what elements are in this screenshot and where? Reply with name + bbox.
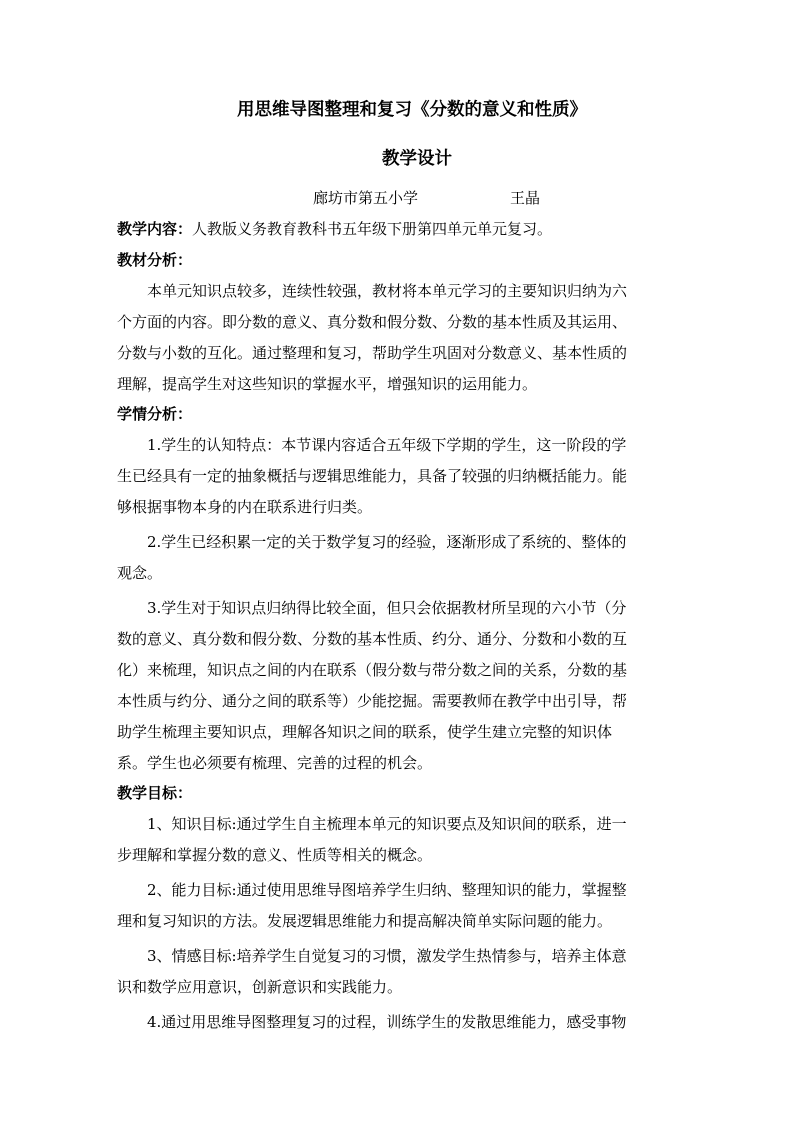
goal-3: [117, 941, 677, 1003]
goal-4: [117, 1007, 677, 1038]
author-name: 王晶: [510, 189, 541, 207]
document-subtitle: 教学设计: [382, 149, 452, 169]
goal-line: 2、能力目标:通过使用思维导图培养学生归纳、整理知识的能力，掌握整: [147, 881, 627, 899]
students-paragraph-3: [117, 593, 677, 779]
goal-1: [117, 809, 677, 871]
analysis-line: 本单元知识点较多，连续性较强，教材将本单元学习的主要知识归纳为六: [147, 282, 628, 300]
goal-line: 步理解和掌握分数的意义、性质等相关的概念。: [117, 846, 433, 864]
students-line: 1.学生的认知特点：本节课内容适合五年级下学期的学生，这一阶段的学: [147, 436, 627, 454]
students-line: 够根据事物本身的内在联系进行归类。: [117, 498, 373, 516]
document-title: 用思维导图整理和复习《分数的意义和性质》: [237, 100, 587, 120]
analysis-heading: 教材分析：: [117, 251, 193, 269]
goal-line: 1、知识目标:通过学生自主梳理本单元的知识要点及知识间的联系，进一: [147, 815, 627, 833]
students-line: 数的意义、真分数和假分数、分数的基本性质、约分、通分、分数和小数的互: [117, 630, 628, 648]
goals-heading: 教学目标：: [117, 784, 193, 802]
students-line: 生已经具有一定的抽象概括与逻辑思维能力，具备了较强的归纳概括能力。能: [117, 467, 628, 485]
students-line: 本性质与约分、通分之间的联系等）少能挖掘。需要教师在教学中出引导，帮: [117, 692, 628, 710]
teaching-content-text: 人教版义务教育教科书五年级下册第四单元单元复习。: [192, 220, 553, 238]
goal-line: 3、情感目标:培养学生自觉复习的习惯，激发学生热情参与，培养主体意: [147, 947, 627, 965]
goal-2: [117, 875, 677, 937]
school-name: 廊坊市第五小学: [313, 189, 419, 207]
students-line: 3.学生对于知识点归纳得比较全面，但只会依据教材所呈现的六小节（分: [147, 599, 627, 617]
analysis-line: 理解，提高学生对这些知识的掌握水平，增强知识的运用能力。: [117, 375, 538, 393]
students-paragraph-2: [117, 527, 677, 589]
teaching-content: [117, 219, 677, 240]
teaching-content-label: 教学内容：: [117, 220, 193, 238]
goal-line: 理和复习知识的方法。发展逻辑思维能力和提高解决简单实际问题的能力。: [117, 912, 613, 930]
students-line: 化）来梳理，知识点之间的内在联系（假分数与带分数之间的关系，分数的基: [117, 661, 628, 679]
students-line: 2.学生已经积累一定的关于数学复习的经验，逐渐形成了系统的、整体的: [147, 533, 627, 551]
students-heading: 学情分析：: [117, 405, 193, 423]
analysis-line: 分数与小数的互化。通过整理和复习，帮助学生巩固对分数意义、基本性质的: [117, 344, 628, 362]
analysis-line: 个方面的内容。即分数的意义、真分数和假分数、分数的基本性质及其运用、: [117, 313, 628, 331]
goal-line: 4.通过用思维导图整理复习的过程，训练学生的发散思维能力，感受事物: [147, 1013, 627, 1031]
students-paragraph-1: [117, 430, 677, 523]
document-page: [117, 96, 677, 1038]
students-line: 系。学生也必须要有梳理、完善的过程的机会。: [117, 754, 433, 772]
students-line: 观念。: [117, 564, 163, 582]
goal-line: 识和数学应用意识，创新意识和实践能力。: [117, 978, 403, 996]
analysis-paragraph: [117, 276, 677, 400]
students-line: 助学生梳理主要知识点，理解各知识之间的联系，使学生建立完整的知识体: [117, 723, 613, 741]
author-line: [117, 188, 677, 209]
